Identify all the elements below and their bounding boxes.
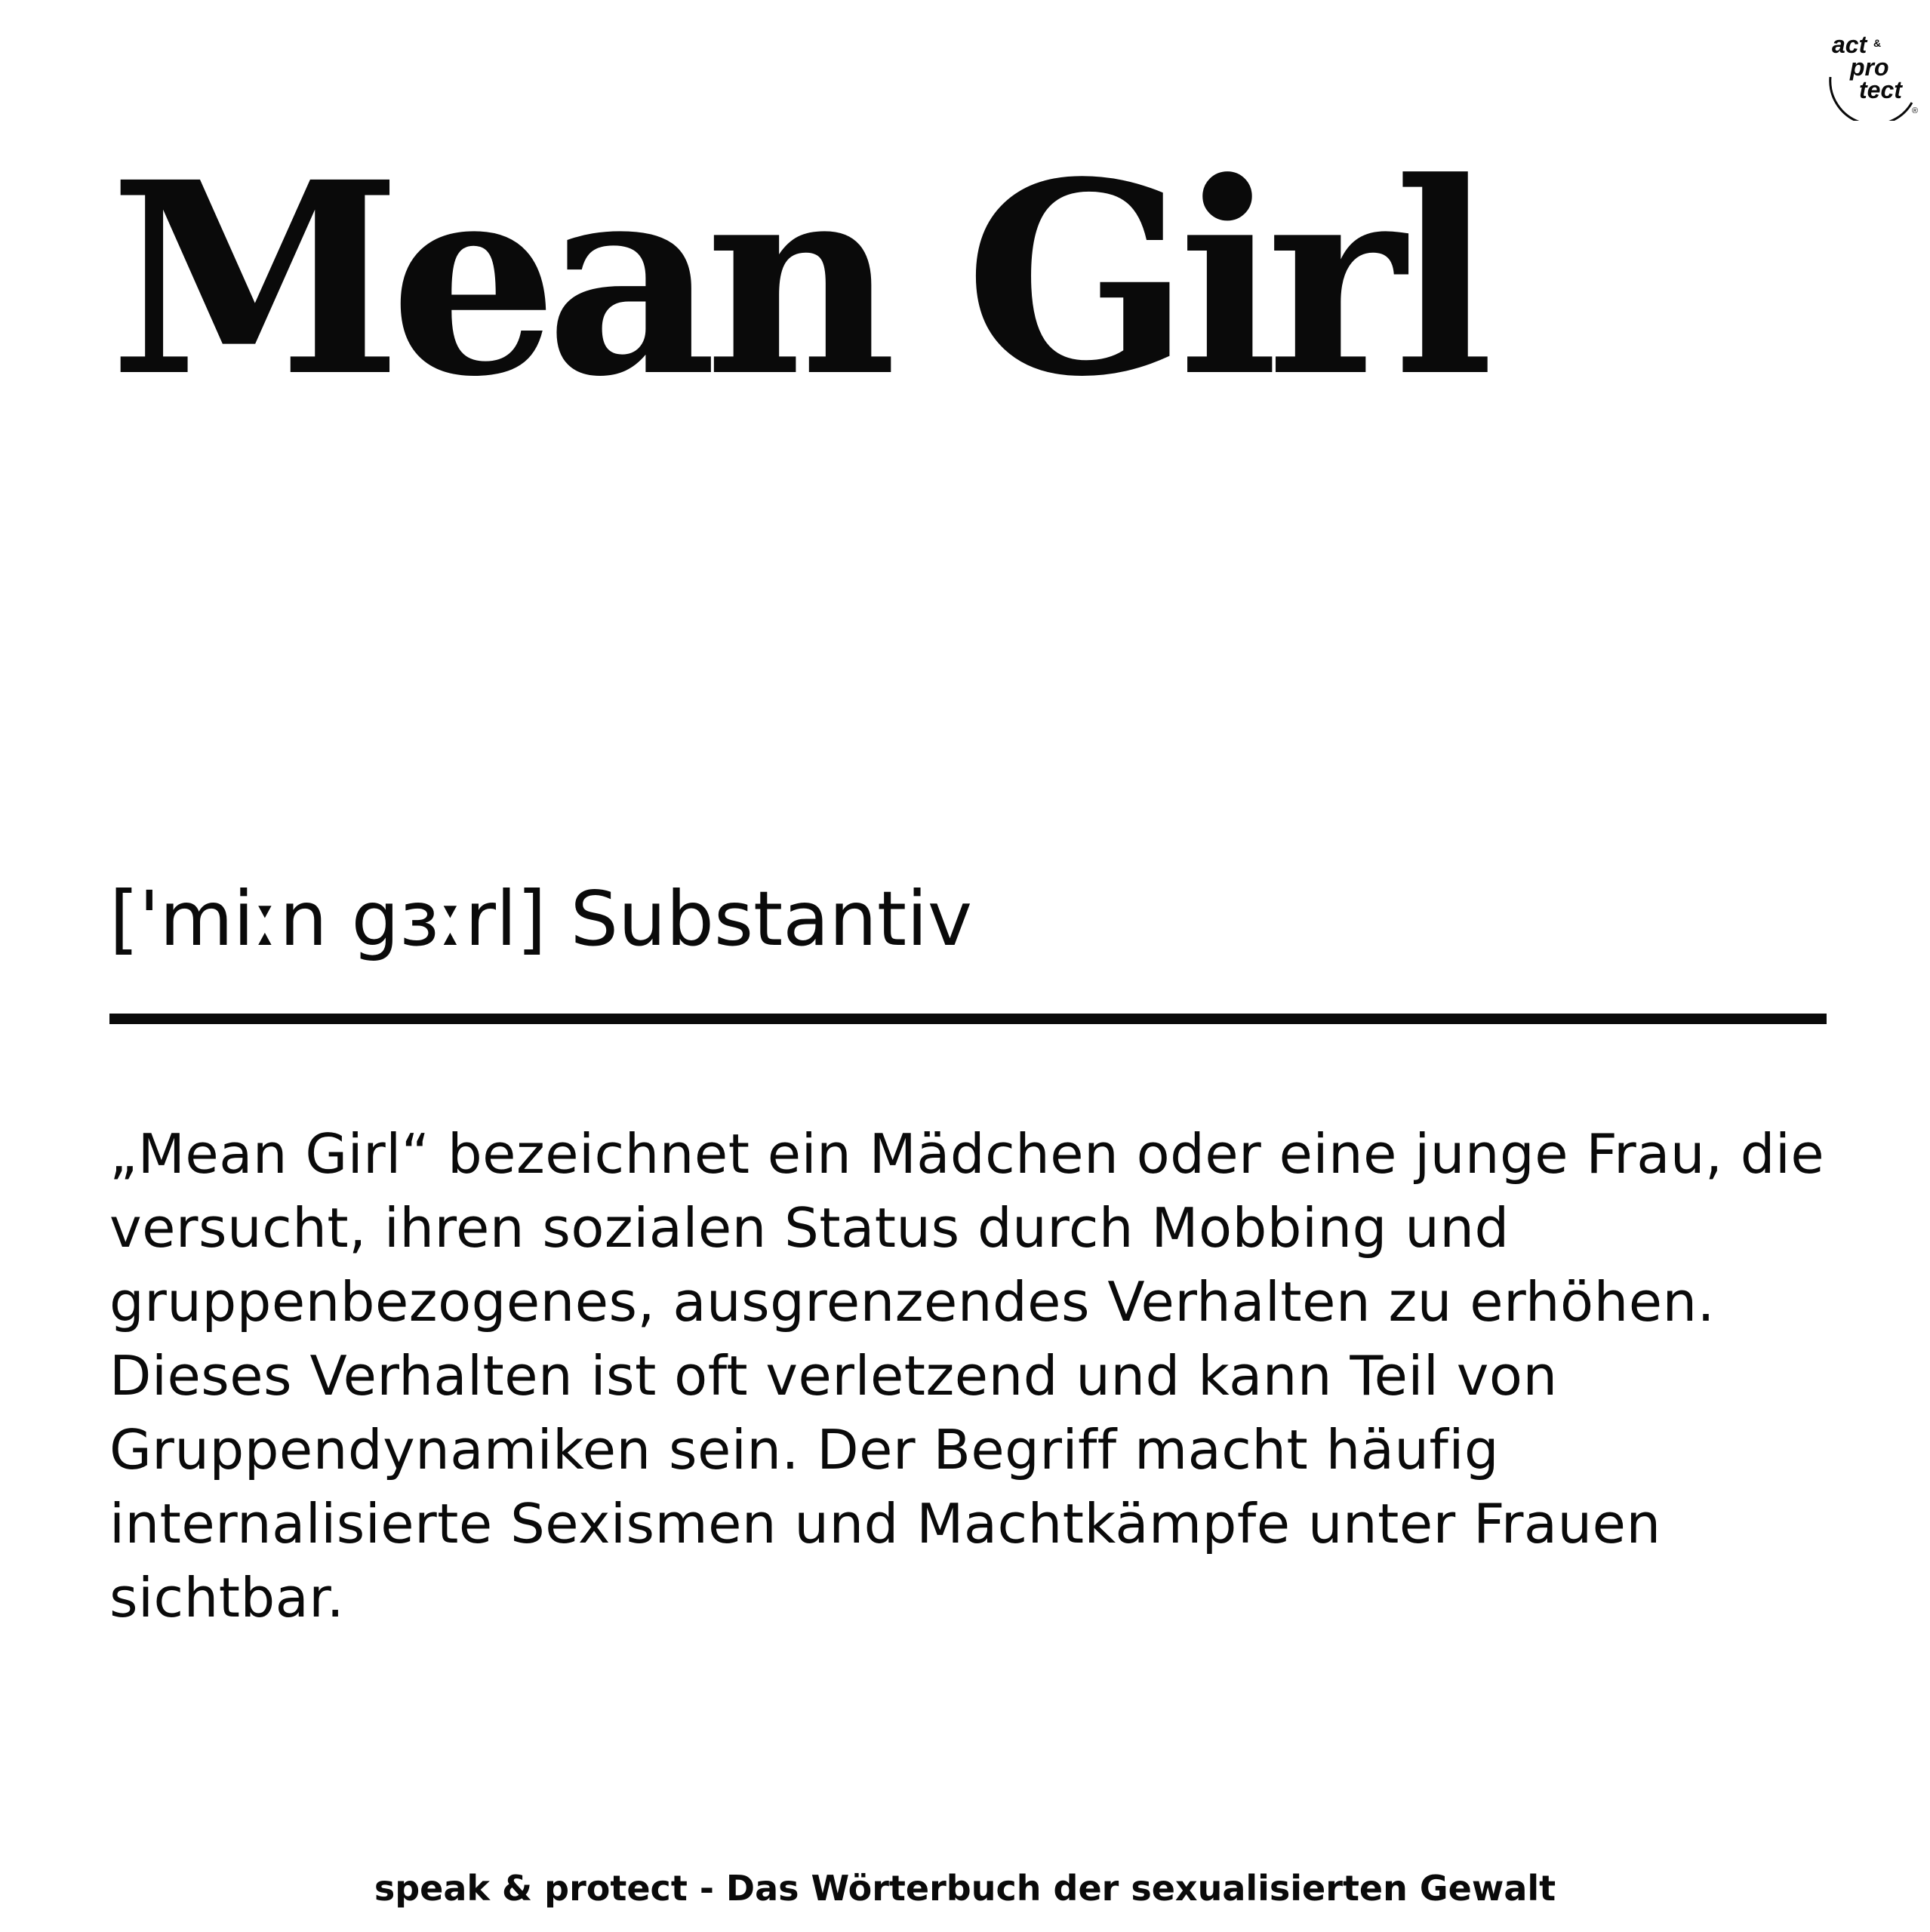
divider-rule [109,1014,1827,1024]
pronunciation-line [109,874,972,964]
footer-caption: speak & protect - Das Wörterbuch der sexualisierten Gewalt [374,1868,1556,1909]
entry-title: Mean Girl [109,124,1482,435]
act-and-protect-logo [1815,30,1921,121]
logo-registered-mark: ® [1912,106,1919,115]
logo-line-act: act [1832,31,1867,58]
logo-ampersand: & [1873,37,1882,49]
logo-line-tect: tect [1859,76,1902,103]
definition-text: „Mean Girl“ bezeichnet ein Mädchen oder eine junge Frau, die versucht, ihren sozialen Status durch Mobbing und gruppenbezogenes, ausgrenzendes Verhalten zu erhöhen. Dieses Verhalten ist oft verletzend und kann Teil von Gruppendynamiken sein. Der Begriff macht häufig internalisierte Sexismen und Machtkämpfe unter Frauen sichtbar. [109,1122,1825,1629]
pronunciation: ['miːn gɜːrl] [109,875,546,963]
word-class: Substantiv [570,875,973,963]
logo-line-pro: pro [1850,54,1889,81]
